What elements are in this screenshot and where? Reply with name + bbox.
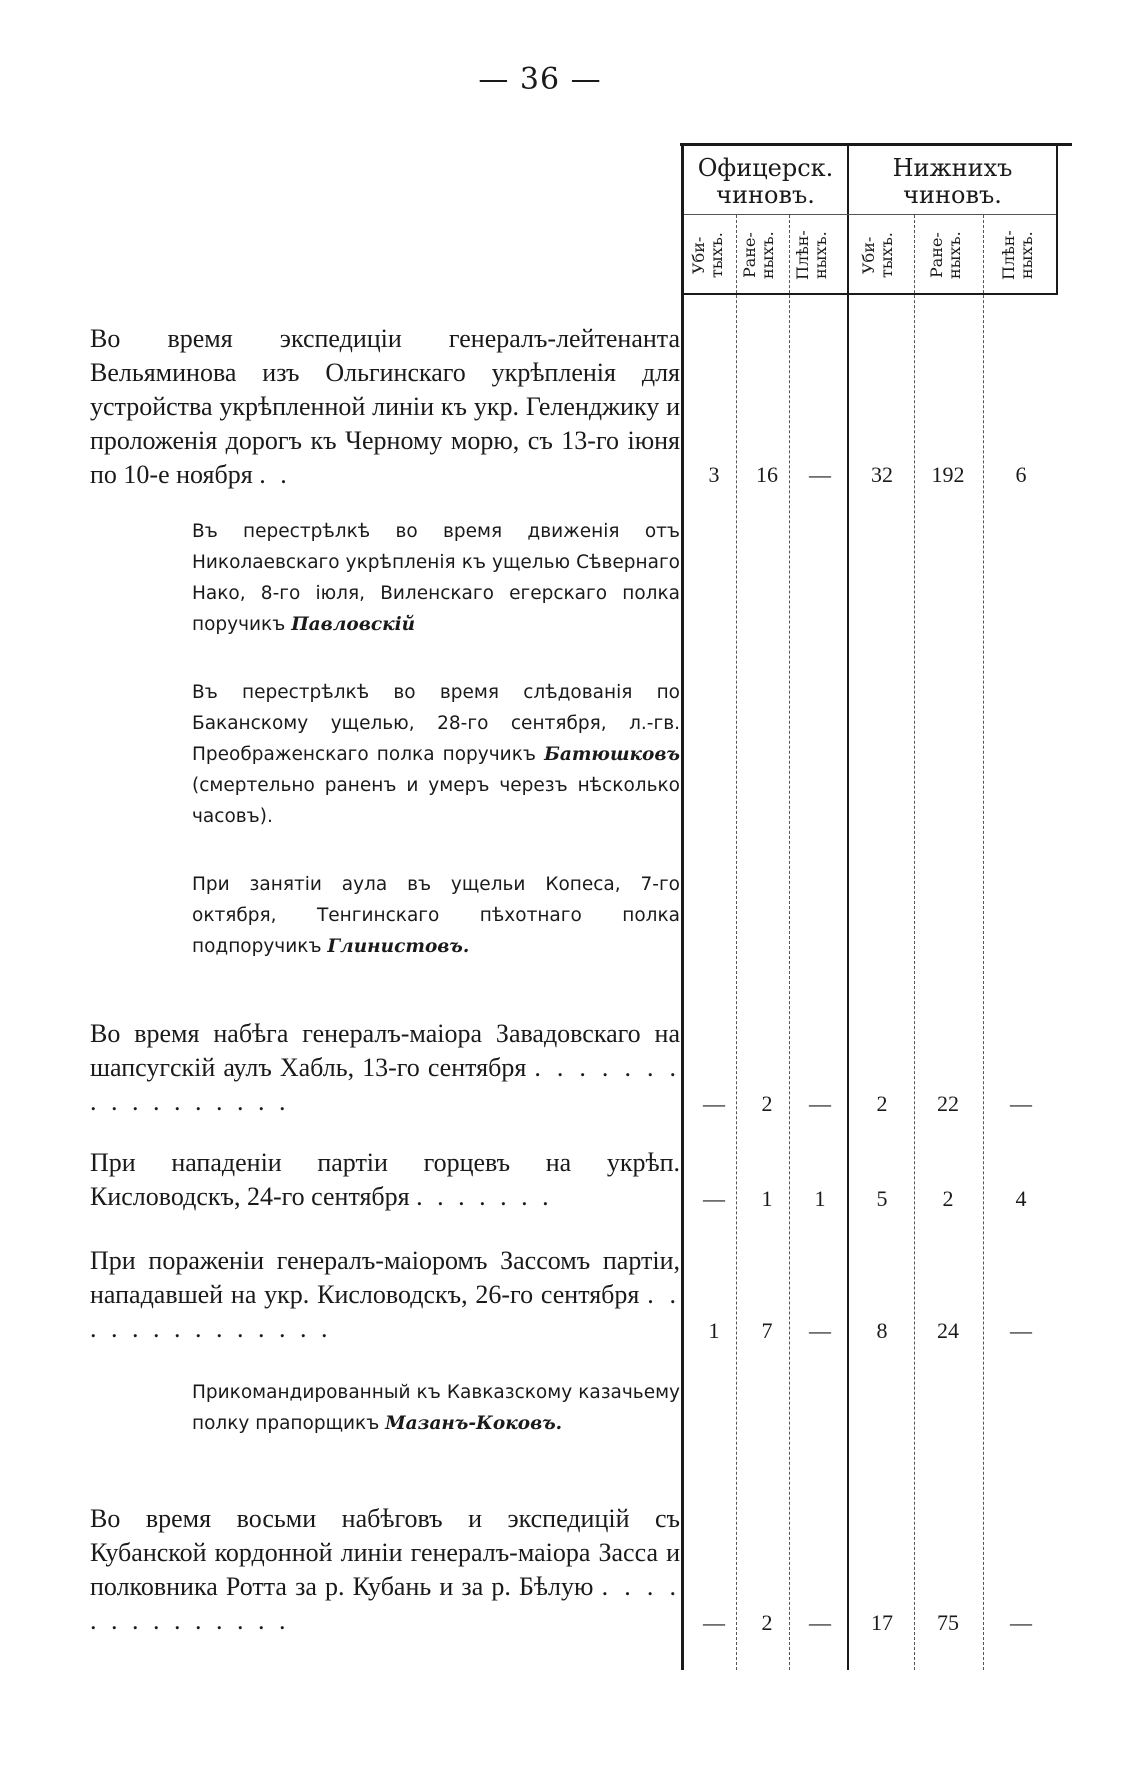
officer-name: Мазанъ-Коковъ. <box>385 1413 563 1434</box>
table-row <box>0 1314 1140 1348</box>
entry-text: При нападеніи партіи горцевъ на укрѣп. Кисловодскъ, 24-го сентября <box>90 1148 680 1211</box>
lower-captured: — <box>1010 1610 1032 1635</box>
officers-wounded: 16 <box>756 462 778 487</box>
officers-killed: 1 <box>708 1318 720 1343</box>
officer-name: Глинистовъ. <box>327 936 470 957</box>
lower-captured: 4 <box>1015 1186 1027 1211</box>
officers-killed: — <box>703 1186 725 1211</box>
officers-wounded: 1 <box>761 1186 773 1211</box>
column-head-rule <box>684 293 1056 295</box>
dot-leader: . . <box>259 460 291 489</box>
col-header-officers-wounded: Ране- ныхъ. <box>740 231 777 279</box>
officer-name: Батюшковъ <box>544 744 680 765</box>
col-divider <box>914 215 915 1670</box>
officer-note <box>192 869 680 962</box>
officers-wounded: 2 <box>761 1610 773 1635</box>
table-row <box>0 1182 1140 1216</box>
officers-header-line1: Офицерск. <box>697 154 834 182</box>
table-top-rule <box>680 143 1072 146</box>
note-text: Въ перестрѣлкѣ во время слѣдованія по Баканскому ущелью, 28-го сентября, л.-гв. Преображенскаго полка поручикъ <box>192 682 680 765</box>
lower-captured: — <box>1010 1091 1032 1116</box>
officers-killed: — <box>703 1610 725 1635</box>
table-row <box>0 1606 1140 1640</box>
officers-captured: — <box>809 1318 831 1343</box>
note-text: Прикомандированный къ Кавказскому казачьему полку прапорщикъ <box>192 1382 680 1434</box>
page-number: — 36 — <box>478 62 602 97</box>
officers-captured: — <box>809 1091 831 1116</box>
officers-captured: — <box>809 1610 831 1635</box>
table-right-rule <box>1056 143 1058 295</box>
dot-leader: . . . . . . . . . . . . . . <box>90 1280 681 1343</box>
lower-ranks-header-line1: Нижнихъ <box>892 154 1013 182</box>
lower-wounded: 2 <box>942 1186 954 1211</box>
lower-captured: — <box>1010 1318 1032 1343</box>
table-group-divider <box>847 143 849 1670</box>
entry-text: Во время экспедиціи генералъ-лейтенанта Вельяминова изъ Ольгинскаго укрѣпленія для устройства укрѣпленной линіи къ укр. Геленджику и проложенія дорогъ къ Черному морю, съ 13-го іюня по 10-е ноября <box>90 324 680 489</box>
lower-ranks-group-header <box>849 155 1056 209</box>
lower-killed: 8 <box>876 1318 888 1343</box>
col-header-lower-wounded: Ране- ныхъ. <box>927 231 964 279</box>
dot-leader: . . . . . . . . . . . . . . . . . <box>90 1053 680 1116</box>
dot-leader: . . . . . . . . . . . . . . <box>90 1572 681 1635</box>
officer-name: Павловскій <box>291 614 416 635</box>
lower-wounded: 75 <box>937 1610 959 1635</box>
officers-killed: — <box>703 1091 725 1116</box>
col-header-lower-captured: Плѣн- ныхъ. <box>999 230 1036 280</box>
col-divider <box>983 215 984 1670</box>
entry-text: При пораженіи генералъ-маіоромъ Зассомъ партіи, нападавшей на укр. Кисловодскъ, 26-го сентября <box>90 1246 680 1309</box>
dot-leader: . . . . . . . <box>416 1182 553 1211</box>
lower-captured: 6 <box>1015 462 1027 487</box>
officer-note <box>192 516 680 640</box>
col-header-officers-captured: Плѣн- ныхъ. <box>793 230 830 280</box>
officers-wounded: 2 <box>761 1091 773 1116</box>
note-text: Въ перестрѣлкѣ во время движенія отъ Николаевскаго укрѣпленія къ ущелью Сѣвернаго Нако, 8-го іюля, Виленскаго егерскаго полка поручикъ <box>192 521 680 635</box>
group-head-rule <box>684 214 1056 215</box>
officer-note <box>192 677 680 832</box>
table-row <box>0 1087 1140 1121</box>
lower-killed: 2 <box>876 1091 888 1116</box>
entry-text: Во время набѣга генералъ-маіора Завадовскаго на шапсугскій аулъ Хабль, 13-го сентября <box>90 1019 680 1082</box>
note-text-after: (смертельно раненъ и умеръ черезъ нѣсколько часовъ). <box>192 775 680 827</box>
col-divider <box>736 215 737 1670</box>
officers-header-line2: чиновъ. <box>716 181 815 209</box>
table-row <box>0 458 1140 492</box>
officers-wounded: 7 <box>761 1318 773 1343</box>
lower-killed: 17 <box>871 1610 893 1635</box>
lower-ranks-header-line2: чиновъ. <box>903 181 1002 209</box>
lower-wounded: 22 <box>937 1091 959 1116</box>
col-divider <box>789 215 790 1670</box>
lower-wounded: 24 <box>937 1318 959 1343</box>
entry-text: Во время восьми набѣговъ и экспедицій съ Кубанской кордонной линіи генералъ-маіора Засса и полковника Ротта за р. Кубань и за р. Бѣлую <box>90 1504 680 1601</box>
officers-group-header <box>684 155 847 209</box>
col-header-lower-killed: Уби- тыхъ. <box>859 232 896 278</box>
officers-killed: 3 <box>708 462 720 487</box>
officer-note <box>192 1377 680 1439</box>
lower-killed: 5 <box>876 1186 888 1211</box>
table-left-rule <box>681 143 684 1670</box>
col-header-officers-killed: Уби- тыхъ. <box>689 232 726 278</box>
lower-killed: 32 <box>871 462 893 487</box>
officers-captured: — <box>809 462 831 487</box>
officers-captured: 1 <box>814 1186 826 1211</box>
note-text: При занятіи аула въ ущельи Копеса, 7-го октября, Тенгинскаго пѣхотнаго полка подпоручикъ <box>192 874 680 957</box>
lower-wounded: 192 <box>931 462 965 487</box>
